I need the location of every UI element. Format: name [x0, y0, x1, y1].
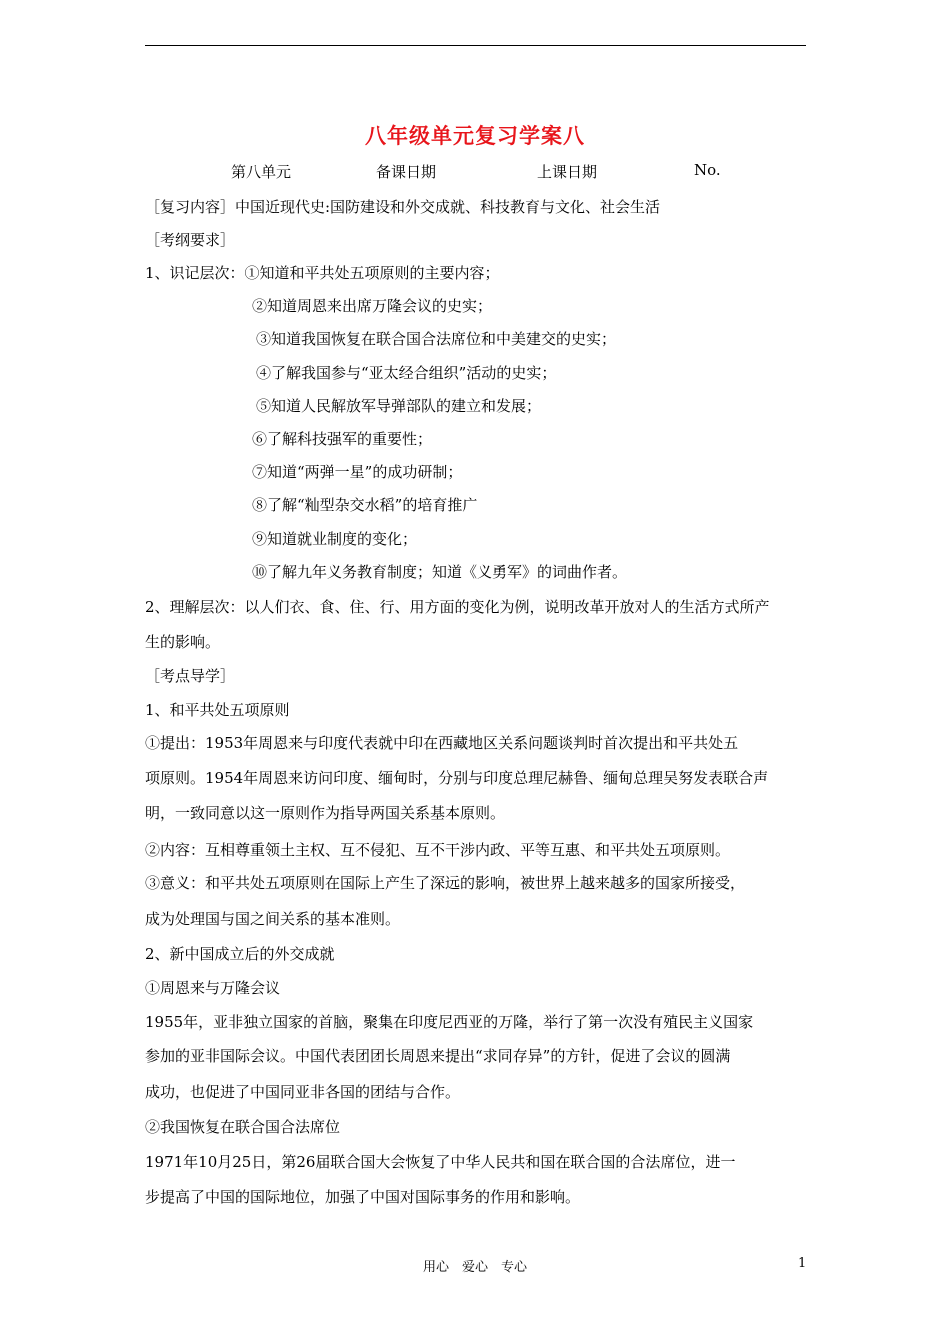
text-line: ②我国恢复在联合国合法席位	[145, 1118, 341, 1136]
footer-page-number: 1	[798, 1256, 807, 1271]
text-line: 1955年，亚非独立国家的首脑，聚集在印度尼西亚的万隆，举行了第一次没有殖民主义国家	[145, 1013, 754, 1031]
text-line: 1、识记层次：①知道和平共处五项原则的主要内容；	[145, 264, 500, 282]
meta-unit: 第八单元	[231, 163, 292, 181]
text-line: ④了解我国参与“亚太经合组织”活动的史实；	[256, 364, 557, 382]
footer-motto: 用心 爱心 专心	[422, 1260, 527, 1275]
text-line: ⑤知道人民解放军导弹部队的建立和发展；	[256, 397, 542, 415]
text-line: ［复习内容］中国近现代史:国防建设和外交成就、科技教育与文化、社会生活	[145, 198, 661, 216]
meta-prep-date: 备课日期	[376, 163, 437, 181]
text-line: 参加的亚非国际会议。中国代表团团长周恩来提出“求同存异”的方针，促进了会议的圆满	[145, 1047, 731, 1065]
meta-class-date: 上课日期	[537, 163, 598, 181]
text-line: ①周恩来与万隆会议	[145, 979, 281, 997]
document-title: 八年级单元复习学案八	[365, 124, 585, 148]
text-line: ⑧了解“籼型杂交水稻”的培育推广	[252, 496, 478, 514]
text-line: 明，一致同意以这一原则作为指导两国关系基本原则。	[145, 804, 506, 822]
header-rule	[145, 45, 806, 46]
text-line: ⑦知道“两弹一星”的成功研制；	[252, 463, 463, 481]
text-line: ⑥了解科技强军的重要性；	[252, 430, 433, 448]
text-line: ⑩了解九年义务教育制度；知道《义勇军》的词曲作者。	[252, 563, 628, 581]
text-line: ②内容：互相尊重领土主权、互不侵犯、互不干涉内政、平等互惠、和平共处五项原则。	[145, 841, 731, 859]
text-line: 项原则。1954年周恩来访问印度、缅甸时，分别与印度总理尼赫鲁、缅甸总理吴努发表联合声	[145, 769, 769, 787]
text-line: 生的影响。	[145, 633, 221, 651]
text-line: 1971年10月25日，第26届联合国大会恢复了中华人民共和国在联合国的合法席位，进一	[145, 1153, 736, 1171]
text-line: ③知道我国恢复在联合国合法席位和中美建交的史实；	[256, 330, 617, 348]
text-line: 成为处理国与国之间关系的基本准则。	[145, 910, 401, 928]
text-line: ①提出：1953年周恩来与印度代表就中印在西藏地区关系问题谈判时首次提出和平共处五	[145, 734, 739, 752]
text-line: 1、和平共处五项原则	[145, 701, 290, 719]
text-line: ③意义：和平共处五项原则在国际上产生了深远的影响，被世界上越来越多的国家所接受，	[145, 874, 746, 892]
text-line: ［考点导学］	[145, 667, 236, 685]
text-line: ⑨知道就业制度的变化；	[252, 530, 418, 548]
text-line: 步提高了中国的国际地位，加强了中国对国际事务的作用和影响。	[145, 1188, 581, 1206]
text-line: 成功，也促进了中国同亚非各国的团结与合作。	[145, 1083, 461, 1101]
text-line: 2、新中国成立后的外交成就	[145, 945, 335, 963]
text-line: 2、理解层次：以人们衣、食、住、行、用方面的变化为例，说明改革开放对人的生活方式所产	[145, 598, 770, 616]
meta-number: No.	[694, 161, 721, 179]
text-line: ［考纲要求］	[145, 231, 236, 249]
text-line: ②知道周恩来出席万隆会议的史实；	[252, 297, 493, 315]
